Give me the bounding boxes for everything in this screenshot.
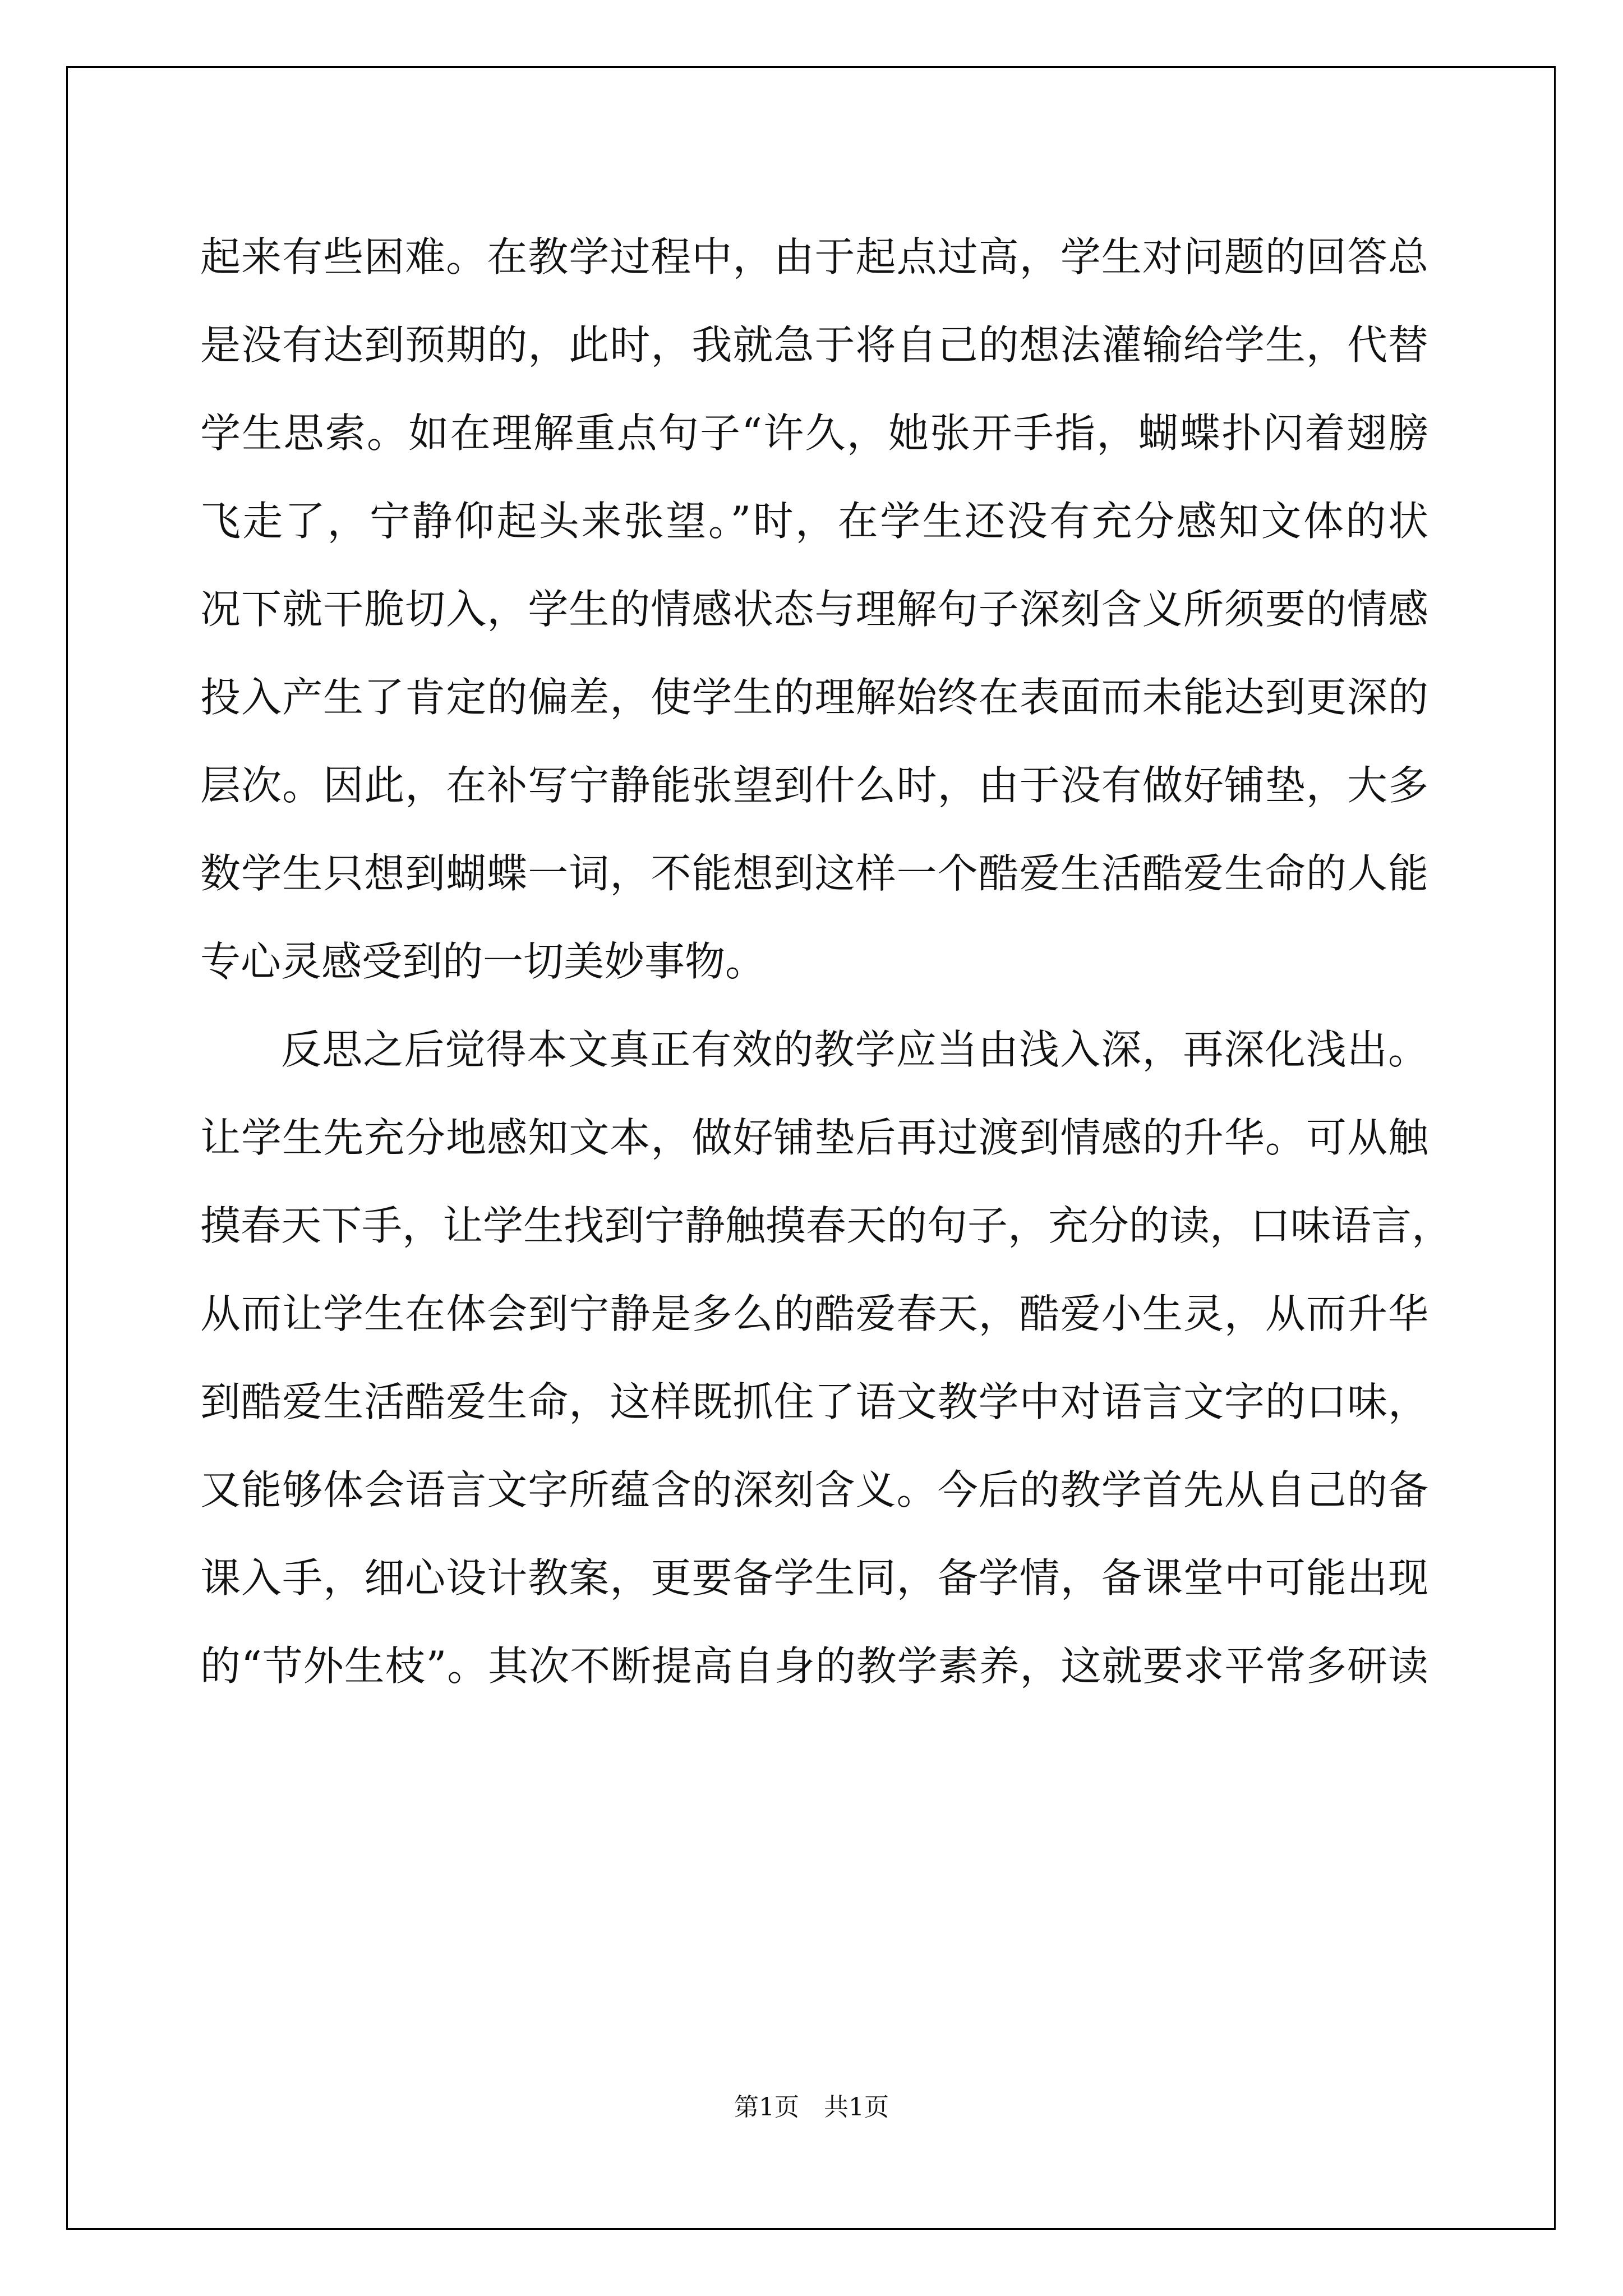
text-line: 专心灵感受到的一切美妙事物。 [200,938,766,985]
text-line: 从而让学生在体会到宁静是多么的酷爱春天，酷爱小生灵，从而升华 [200,1290,1428,1337]
text-line: 摸春天下手，让学生找到宁静触摸春天的句子，充分的读，口味语言， [200,1202,1453,1249]
text-line: 课入手，细心设计教案，更要备学生同，备学情，备课堂中可能出现 [200,1554,1428,1602]
paragraph-first-line: 反思之后觉得本文真正有效的教学应当由浅入深，再深化浅出。 [281,1026,1428,1073]
page-footer: 第1页 共1页 [734,2093,889,2122]
text-line: 投入产生了肯定的偏差，使学生的理解始终在表面而未能达到更深的 [200,674,1428,721]
text-line: 让学生先充分地感知文本，做好铺垫后再过渡到情感的升华。可从触 [200,1114,1428,1161]
text-line: 数学生只想到蝴蝶一词，不能想到这样一个酷爱生活酷爱生命的人能 [200,850,1428,897]
text-line: 到酷爱生活酷爱生命，这样既抓住了语文教学中对语言文字的口味， [200,1378,1428,1425]
text-line: 况下就干脆切入，学生的情感状态与理解句子深刻含义所须要的情感 [200,586,1428,633]
text-line: 起来有些困难。在教学过程中，由于起点过高，学生对问题的回答总 [200,233,1428,280]
text-line: 又能够体会语言文字所蕴含的深刻含义。今后的教学首先从自己的备 [200,1466,1428,1513]
text-line: 层次。因此，在补写宁静能张望到什么时，由于没有做好铺垫，大多 [200,762,1428,809]
text-line: 学生思索。如在理解重点句子“许久，她张开手指，蝴蝶扑闪着翅膀 [200,409,1428,457]
text-line: 是没有达到预期的，此时，我就急于将自己的想法灌输给学生，代替 [200,321,1428,369]
text-line: 飞走了，宁静仰起头来张望。”时，在学生还没有充分感知文体的状 [200,498,1428,545]
document-body [200,213,1453,1710]
text-line: 的“节外生枝”。其次不断提高自身的教学素养，这就要求平常多研读 [200,1642,1428,1690]
